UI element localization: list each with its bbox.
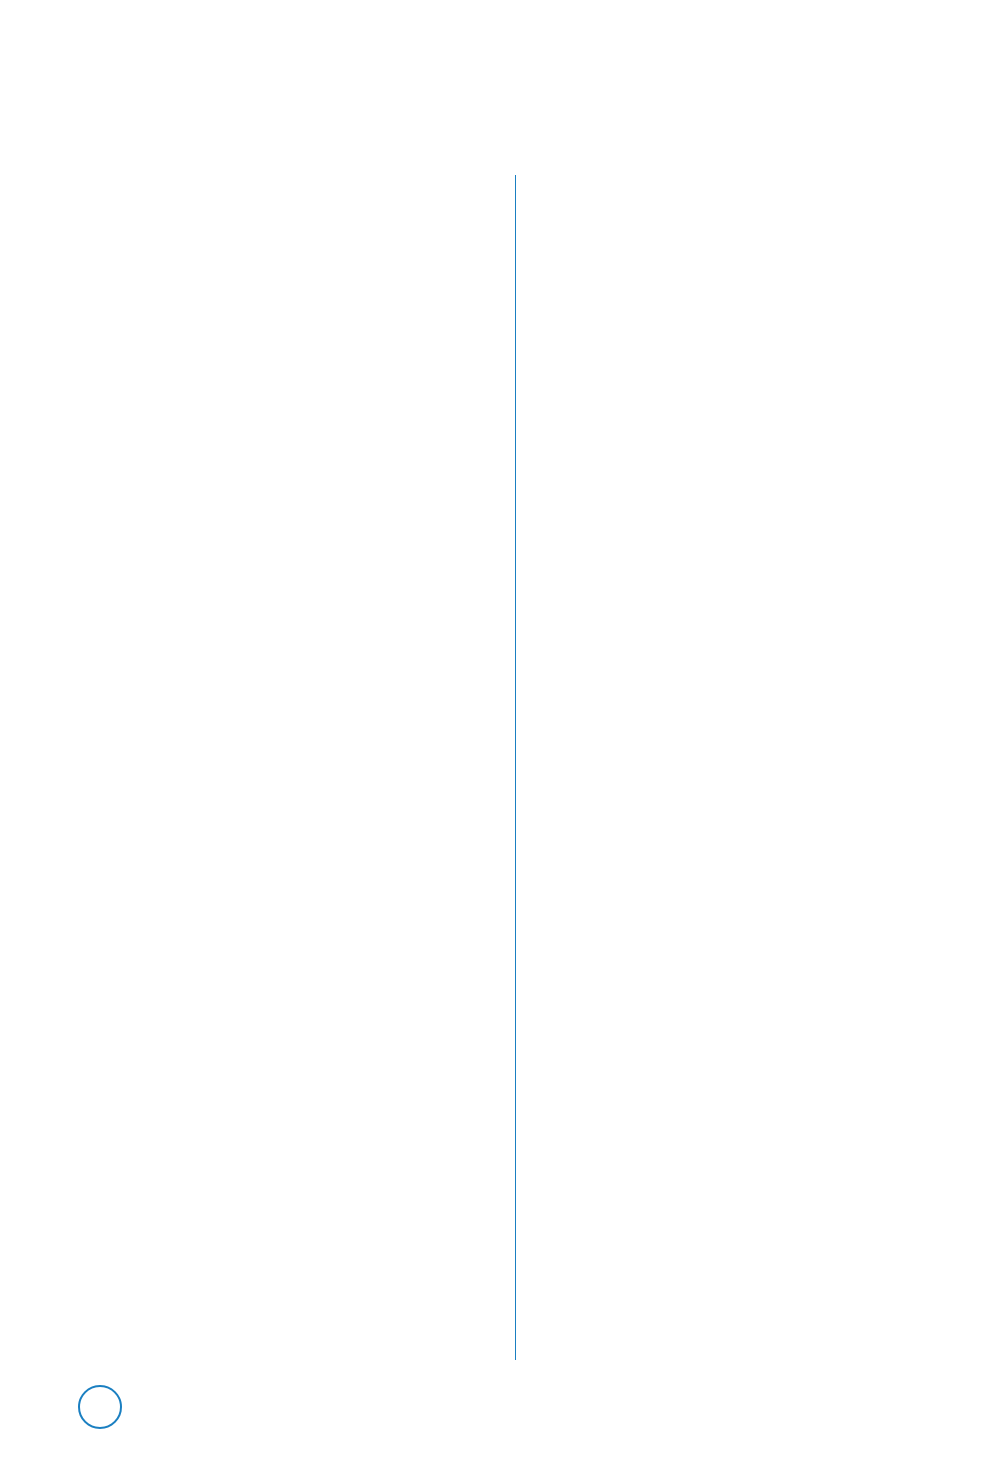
left-column <box>78 175 508 293</box>
lesson-2-title <box>78 256 508 281</box>
book-info <box>136 1397 156 1418</box>
page-footer <box>78 1385 156 1429</box>
watermark-logo <box>820 1385 970 1455</box>
page-number <box>78 1385 122 1429</box>
lesson-3-title <box>528 181 968 206</box>
column-divider <box>515 175 516 1360</box>
right-column <box>528 175 968 218</box>
lesson-1-title <box>78 217 508 242</box>
